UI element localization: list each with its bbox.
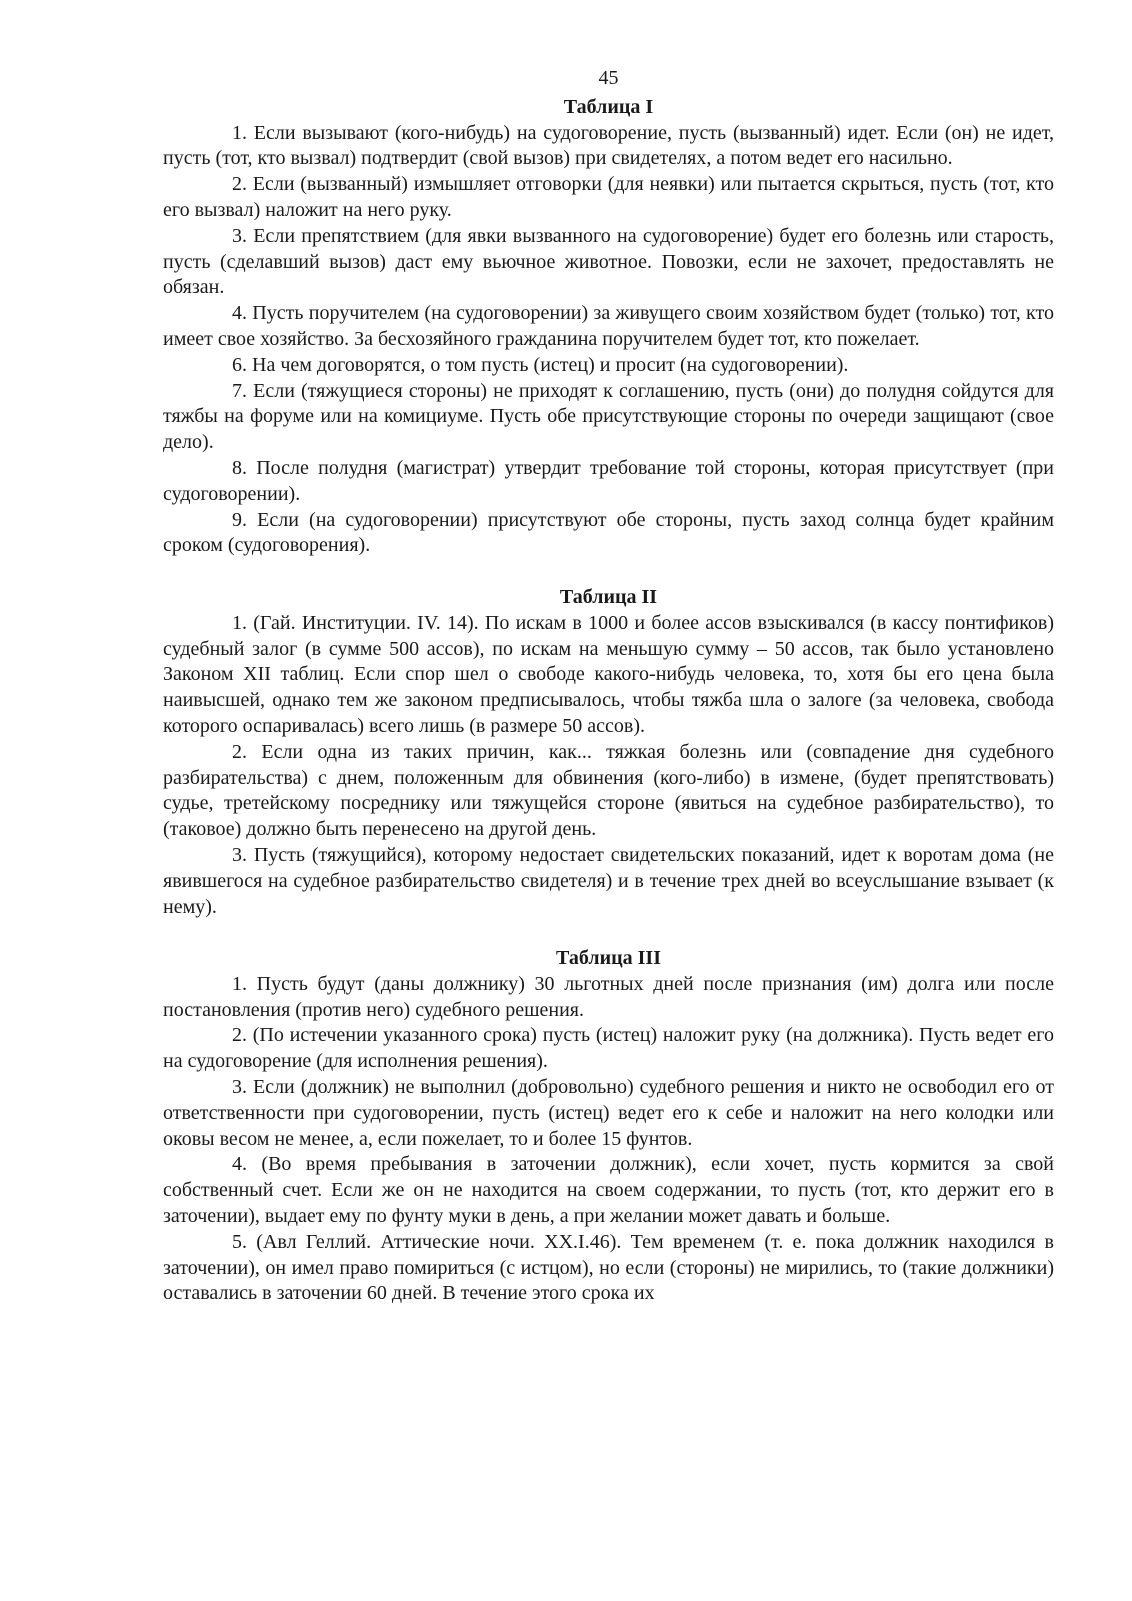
paragraph: 2. Если (вызванный) измышляет отговорки (для неявки) или пытается скрыться, пусть (тот, кто его вызвал) наложит на него руку. — [163, 173, 1054, 221]
paragraph: 1. (Гай. Институции. IV. 14). По искам в 1000 и более ассов взыскивался (в кассу понтификов) судебный залог (в сумме 500 ассов), по искам на меньшую сумму – 50 ассов, так было установлено Законом XII таблиц. Если спор шел о свободе какого-нибудь человека, то, хотя бы его цена была наивысшей, однако тем же законом предписывалось, чтобы тяжба шла о залоге (за человека, свобода которого оспаривалась) всего лишь (в размере 50 ассов). — [163, 611, 1054, 737]
paragraph: 3. Если (должник) не выполнил (добровольно) судебного решения и никто не освободил его от ответственности при судоговорении, пусть (истец) ведет его к себе и наложит на него колодки или оковы весом не менее, а, если пожелает, то и более 15 фунтов. — [163, 1076, 1054, 1150]
section-table-1 — [163, 95, 1054, 559]
page-number: 45 — [598, 67, 619, 89]
section-title: Таблица III — [556, 947, 661, 970]
paragraph: 2. Если одна из таких причин, как... тяжкая болезнь или (совпадение дня судебного разбирательства) с днем, положенным для обвинения (кого-либо) в измене, (будет препятствовать) судье, третейскому посреднику или тяжущейся стороне (явиться на судебное разбирательство), то (таковое) должно быть перенесено на другой день. — [163, 740, 1054, 841]
paragraph: 1. Если вызывают (кого-нибудь) на судоговорение, пусть (вызванный) идет. Если (он) не идет, пусть (тот, кто вызвал) подтвердит (свой вызов) при свидетелях, а потом ведет его насильно. — [163, 121, 1054, 170]
paragraph: 9. Если (на судоговорении) присутствуют обе стороны, пусть заход солнца будет крайним сроком (судоговорения). — [163, 508, 1054, 557]
paragraph: 2. (По истечении указанного срока) пусть (истец) наложит руку (на должника). Пусть ведет его на судоговорение (для исполнения решения). — [163, 1024, 1054, 1073]
section-spacer — [163, 920, 1054, 946]
paragraph: 3. Если препятствием (для явки вызванного на судоговорение) будет его болезнь или старость, пусть (сделавший вызов) даст ему вьючное животное. Повозки, если не захочет, предоставлять не обязан. — [163, 224, 1054, 299]
paragraph: 5. (Авл Геллий. Аттические ночи. XX.I.46). Тем временем (т. е. пока должник находился в заточении), он имел право помириться (с истцом), но если (стороны) не мирились, то (такие должники) оставались в заточении 60 дней. В течение этого срока их — [163, 1230, 1054, 1305]
paragraph: 7. Если (тяжущиеся стороны) не приходят к соглашению, пусть (они) до полудня сойдутся для тяжбы на форуме или на комициуме. Пусть обе присутствующие стороны по очереди защищают (свое дело). — [163, 379, 1054, 454]
paragraph: 4. Пусть поручителем (на судоговорении) за живущего своим хозяйством будет (только) тот, кто имеет свое хозяйство. За бесхозяйного гражданина поручителем будет тот, кто пожелает. — [163, 302, 1054, 350]
section-title: Таблица I — [563, 95, 654, 118]
section-table-2 — [163, 585, 1054, 920]
paragraph: 6. На чем договорятся, о том пусть (истец) и просит (на судоговорении). — [232, 353, 849, 376]
section-spacer — [163, 559, 1054, 585]
section-title: Таблица II — [559, 585, 658, 608]
section-table-3 — [163, 946, 1054, 1307]
paragraph: 4. (Во время пребывания в заточении должник), если хочет, пусть кормится за свой собственный счет. Если же он не находится на своем содержании, то пусть (тот, кто держит его в заточении), выдает ему по фунту муки в день, а при желании может давать и больше. — [163, 1153, 1054, 1228]
paragraph: 1. Пусть будут (даны должнику) 30 льготных дней после признания (им) долга или после постановления (против него) судебного решения. — [163, 972, 1054, 1021]
page-content — [163, 66, 1054, 1307]
paragraph: 3. Пусть (тяжущийся), которому недостает свидетельских показаний, идет к воротам дома (не явившегося на судебное разбирательство свидетеля) и в течение трех дней во всеуслышание взывает (к нему). — [163, 843, 1054, 918]
paragraph: 8. После полудня (магистрат) утвердит требование той стороны, которая присутствует (при судоговорении). — [163, 456, 1054, 505]
